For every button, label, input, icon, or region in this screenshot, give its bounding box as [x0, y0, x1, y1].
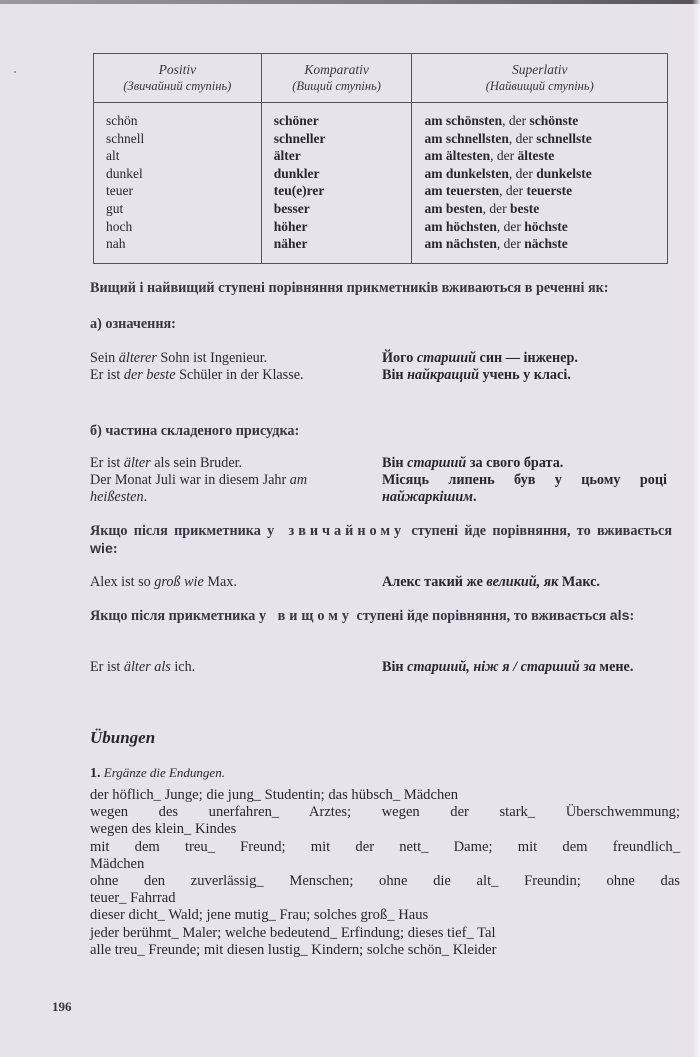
positiv-cell: nah: [106, 236, 126, 252]
positiv-cell: hoch: [106, 218, 133, 234]
superlativ-cell: am dunkelsten, der dunkelste: [424, 165, 592, 181]
exercise-1-lines: [90, 787, 680, 959]
komparativ-cell: schneller: [273, 130, 326, 146]
komparativ-cell: älter: [273, 148, 301, 164]
usage-intro: Вищий і найвищий ступені порівняння прикметників вживаються в реченні як:: [90, 280, 609, 296]
exercise-line: wegen des klein_ Kindes: [90, 821, 237, 838]
usage-a-label: а) означення:: [90, 316, 176, 332]
exercise-line: jeder berühmt_ Maler; welche bedeutend_ Erfindung; dieses tief_ Tal: [90, 924, 496, 941]
speck: [14, 71, 16, 73]
exercises-heading: Übungen: [90, 728, 156, 747]
exercise-line: dieser dicht_ Wald; jene mutig_ Frau; solches groß_ Haus: [90, 907, 429, 924]
superlativ-cell: am schnellsten, der schnellste: [424, 130, 592, 146]
page-right-shade: [692, 0, 700, 1057]
exercise-line: mit dem treu_ Freund; mit der nett_ Dame; mit dem freundlich_: [90, 838, 680, 855]
positiv-cell: gut: [106, 200, 124, 216]
ukrainian-translation: Він найкращий учень у класі.: [382, 367, 571, 383]
exercise-line: teuer_ Fahrrad: [90, 890, 176, 907]
page-top-edge: [0, 0, 700, 4]
table-body-row: [94, 103, 668, 264]
header-superlativ: Superlativ (Найвищий ступінь): [412, 54, 668, 103]
comparison-degrees-table: [93, 53, 668, 264]
komparativ-cell: schöner: [273, 113, 319, 128]
superlativ-cell: am nächsten, der nächste: [424, 236, 568, 252]
positiv-cell: schnell: [106, 130, 145, 146]
komparativ-cell: besser: [273, 200, 310, 216]
als-rule: Якщо після прикметника у вищому ступені йде порівняння, то вживається als:: [90, 608, 635, 624]
superlativ-cell: am höchsten, der höchste: [424, 218, 568, 234]
positiv-cell: dunkel: [106, 165, 143, 181]
superlativ-cell: am besten, der beste: [424, 200, 540, 216]
ukrainian-translation: Алекс такий же великий, як Макс.: [382, 574, 600, 590]
superlativ-cell: am ältesten, der älteste: [424, 148, 555, 164]
wie-rule: Якщо після прикметника у звичайному ступені йде порівняння, то вживається wie:: [90, 523, 672, 557]
german-example: Sein älterer Sohn ist Ingenieur.: [90, 350, 268, 366]
ukrainian-translation: Місяць липень був у цьому році найжаркішим.: [382, 472, 667, 505]
superlativ-cell: am teuersten, der teuerste: [424, 183, 573, 199]
german-example: Er ist älter als ich.: [90, 659, 196, 675]
exercise-1-title: 1. Ergänze die Endungen.: [90, 765, 225, 781]
german-example: Er ist der beste Schüler in der Klasse.: [90, 367, 304, 383]
exercise-line: alle treu_ Freunde; mit diesen lustig_ Kindern; solche schön_ Kleider: [90, 941, 497, 958]
positiv-column: [94, 103, 262, 264]
komparativ-cell: teu(e)rer: [273, 183, 325, 199]
page-number: 196: [52, 999, 72, 1014]
positiv-cell: alt: [106, 148, 120, 164]
komparativ-cell: dunkler: [273, 165, 320, 181]
exercise-line: Mädchen: [90, 855, 145, 872]
superlativ-column: [412, 103, 668, 264]
positiv-cell: teuer: [106, 183, 133, 199]
komparativ-column: [261, 103, 412, 264]
ukrainian-translation: Його старший син — інженер.: [382, 350, 578, 366]
table-header-row: [94, 54, 668, 103]
ukrainian-translation: Він старший за свого брата.: [382, 455, 564, 471]
positiv-cell: schön: [106, 113, 138, 128]
ukrainian-translation: Він старший, ніж я / старший за мене.: [382, 659, 634, 675]
exercise-line: ohne den zuverlässig_ Menschen; ohne die alt_ Freundin; ohne das: [90, 873, 680, 890]
german-example: Alex ist so groß wie Max.: [90, 574, 237, 590]
exercise-line: der höflich_ Junge; die jung_ Studentin; das hübsch_ Mädchen: [90, 787, 459, 803]
header-komparativ: Komparativ (Вищий ступінь): [261, 54, 412, 103]
exercise-line: wegen des unerfahren_ Arztes; wegen der stark_ Überschwemmung;: [90, 804, 680, 821]
german-example: Er ist älter als sein Bruder.: [90, 455, 243, 471]
superlativ-cell: am schönsten, der schönste: [424, 113, 579, 128]
usage-b-label: б) частина складеного присудка:: [90, 423, 300, 439]
header-positiv: Positiv (Звичайний ступінь): [94, 54, 262, 103]
german-example: Der Monat Juli war in diesem Jahr am heißesten.: [90, 472, 308, 505]
komparativ-cell: höher: [273, 218, 308, 234]
komparativ-cell: näher: [273, 236, 308, 252]
